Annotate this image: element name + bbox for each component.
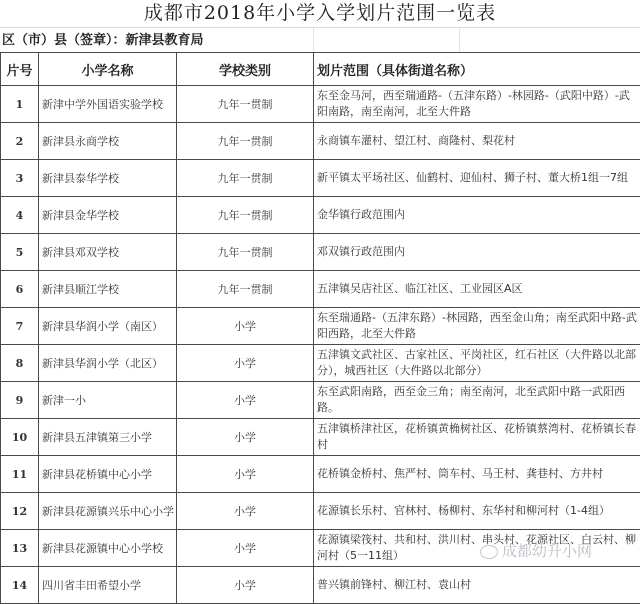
zone-no: 3 [1, 160, 39, 197]
school-name: 新津县邓双学校 [39, 234, 177, 271]
table-row [1, 567, 640, 604]
zone-no: 8 [1, 345, 39, 382]
zone-no: 7 [1, 308, 39, 345]
school-type: 九年一贯制 [177, 271, 314, 308]
school-type: 九年一贯制 [177, 160, 314, 197]
school-name: 新津县顺江学校 [39, 271, 177, 308]
school-name: 新津县金华学校 [39, 197, 177, 234]
table-row [1, 456, 640, 493]
school-name: 新津县五津镇第三小学 [39, 419, 177, 456]
zone-no: 6 [1, 271, 39, 308]
zone-no: 1 [1, 86, 39, 123]
table-row [1, 123, 640, 160]
school-name: 四川省丰田希望小学 [39, 567, 177, 604]
zone-scope: 金华镇行政范围内 [314, 197, 640, 234]
header-school-name: 小学名称 [39, 53, 177, 86]
table-row [1, 197, 640, 234]
school-type: 小学 [177, 345, 314, 382]
school-type: 小学 [177, 456, 314, 493]
zone-scope: 花源镇长乐村、官林村、杨柳村、东华村和柳河村（1-4组） [314, 493, 640, 530]
zone-scope: 新平镇太平场社区、仙鹤村、迎仙村、狮子村、董大桥1组一7组 [314, 160, 640, 197]
school-name: 新津中学外国语实验学校 [39, 86, 177, 123]
zone-no: 9 [1, 382, 39, 419]
school-type: 小学 [177, 530, 314, 567]
zone-scope: 东至武阳南路，西至金三角；南至南河，北至武阳中路一武阳西路。 [314, 382, 640, 419]
school-type: 小学 [177, 567, 314, 604]
school-type: 小学 [177, 493, 314, 530]
zone-no: 11 [1, 456, 39, 493]
divider [313, 28, 314, 53]
school-type: 小学 [177, 382, 314, 419]
divider [459, 28, 460, 53]
table-row [1, 271, 640, 308]
school-type: 小学 [177, 308, 314, 345]
page-title: 成都市2018年小学入学划片范围一览表 [0, 0, 640, 27]
school-type: 九年一贯制 [177, 123, 314, 160]
table-row [1, 234, 640, 271]
table-row [1, 345, 640, 382]
school-name: 新津县泰华学校 [39, 160, 177, 197]
zone-no: 12 [1, 493, 39, 530]
school-name: 新津一小 [39, 382, 177, 419]
table-header-row [1, 53, 640, 86]
table-row [1, 493, 640, 530]
zone-scope: 永商镇车灌村、望江村、商隆村、梨花村 [314, 123, 640, 160]
school-name: 新津县花桥镇中心小学 [39, 456, 177, 493]
watermark-text: 成都幼升小网 [502, 542, 592, 560]
school-type: 小学 [177, 419, 314, 456]
zone-scope: 五津镇文武社区、古家社区、平岗社区，红石社区（大件路以北部分），城西社区（大件路以北部分） [314, 345, 640, 382]
zone-scope: 五津镇吴店社区、临江社区、工业园区A区 [314, 271, 640, 308]
table-row [1, 382, 640, 419]
chat-bubble-icon [480, 545, 498, 559]
watermark [480, 540, 592, 561]
zone-scope: 普兴镇前锋村、柳江村、袁山村 [314, 567, 640, 604]
table-row [1, 160, 640, 197]
zone-no: 13 [1, 530, 39, 567]
school-name: 新津县花源镇中心小学校 [39, 530, 177, 567]
header-zone-scope: 划片范围（具体街道名称） [314, 53, 640, 86]
zone-no: 4 [1, 197, 39, 234]
school-name: 新津县永商学校 [39, 123, 177, 160]
school-type: 九年一贯制 [177, 197, 314, 234]
zone-scope: 花桥镇金桥村、焦严村、筒车村、马王村、龚巷村、方井村 [314, 456, 640, 493]
header-school-type: 学校类别 [177, 53, 314, 86]
zone-no: 5 [1, 234, 39, 271]
school-type: 九年一贯制 [177, 234, 314, 271]
school-zone-table [0, 52, 640, 604]
school-name: 新津县华润小学（南区） [39, 308, 177, 345]
zone-no: 2 [1, 123, 39, 160]
zone-scope: 邓双镇行政范围内 [314, 234, 640, 271]
zone-no: 10 [1, 419, 39, 456]
table-row [1, 86, 640, 123]
district-label: 区（市）县（签章）：新津县教育局 [2, 28, 204, 53]
zone-scope: 五津镇桥津社区，花桥镇黄桷树社区、花桥镇蔡湾村、花桥镇长春村 [314, 419, 640, 456]
zone-scope: 东至瑞通路-（五津东路）-林园路，西至金山角；南至武阳中路-武阳西路，北至大件路 [314, 308, 640, 345]
header-zone-no: 片号 [1, 53, 39, 86]
school-name: 新津县华润小学（北区） [39, 345, 177, 382]
zone-scope: 东至金马河，西至瑞通路-（五津东路）-林园路-（武阳中路）-武阳南路，南至南河，北至大件路 [314, 86, 640, 123]
zone-no: 14 [1, 567, 39, 604]
school-name: 新津县花源镇兴乐中心小学 [39, 493, 177, 530]
table-row [1, 308, 640, 345]
table-row [1, 419, 640, 456]
zone-scope: 花源镇梁筏村、共和村、洪川村、串头村、花源社区、白云村、柳河村（5一11组） [314, 530, 640, 567]
school-type: 九年一贯制 [177, 86, 314, 123]
district-row [0, 27, 640, 53]
